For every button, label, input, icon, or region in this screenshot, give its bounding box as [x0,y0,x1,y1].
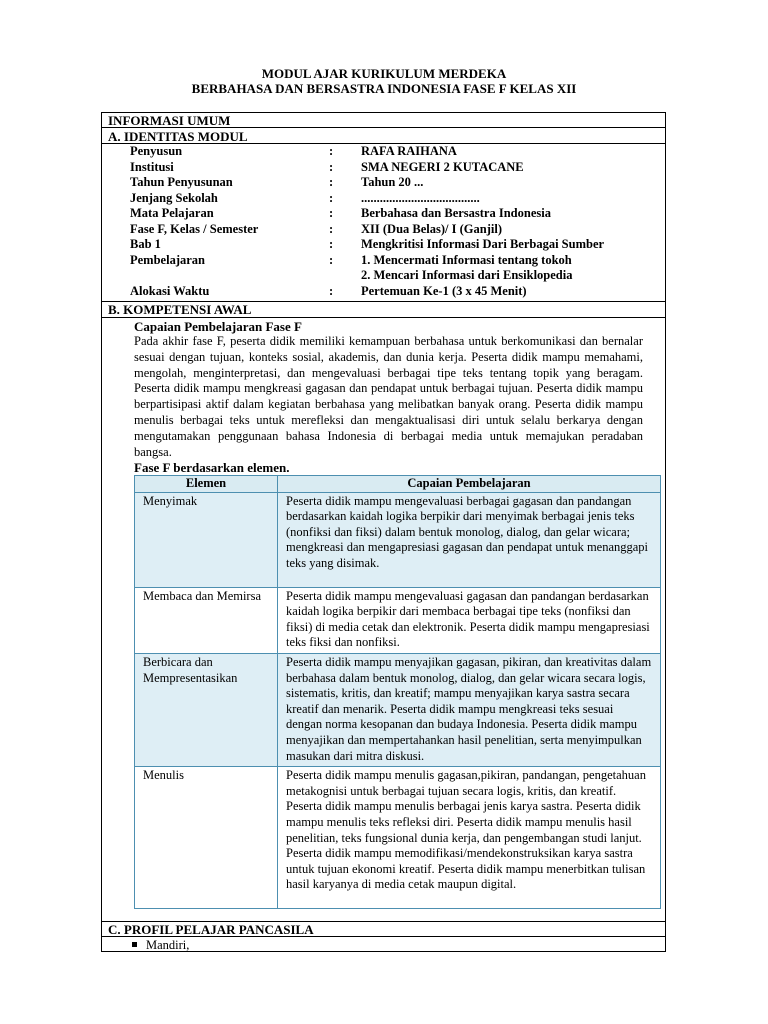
table-row [135,767,661,909]
identitas-label: Alokasi Waktu [130,284,210,298]
section-informasi-umum: INFORMASI UMUM [108,113,231,128]
identitas-value: RAFA RAIHANA [361,144,457,158]
identitas-label: Institusi [130,159,174,174]
identitas-colon: : [329,221,334,236]
identitas-value: 2. Mencari Informasi dari Ensiklopedia [361,268,573,282]
table-row [135,587,661,653]
divider [102,317,665,318]
identitas-row [102,284,665,300]
fase-elemen-heading: Fase F berdasarkan elemen. [134,460,290,475]
table-header-row [135,476,661,493]
identitas-row [102,253,665,269]
document-title-line2: BERBAHASA DAN BERSASTRA INDONESIA FASE F KELAS XII [191,81,577,96]
document-title-line1: MODUL AJAR KURIKULUM MERDEKA [261,66,507,81]
section-profil-pelajar: C. PROFIL PELAJAR PANCASILA [108,922,314,937]
identitas-label: Mata Pelajaran [130,206,214,220]
identitas-value: Berbahasa dan Bersastra Indonesia [361,206,551,220]
section-identitas-modul: A. IDENTITAS MODUL [108,129,248,144]
section-kompetensi-awal: B. KOMPETENSI AWAL [108,302,252,317]
identitas-value: 1. Mencermati Informasi tentang tokoh [361,252,572,267]
identitas-value: Mengkritisi Informasi Dari Berbagai Sumber [361,237,605,251]
capaian-paragraph: Pada akhir fase F, peserta didik memiliki kemampuan berbahasa untuk berkomunikasi dan bernalar sesuai dengan tujuan, konteks sosial, akademis, dan dunia kerja. Peserta didik mampu memahami, mengolah, menginterpretasi, dan mengevaluasi berbagai tipe teks tentang topik yang beragam. Peserta didik mampu mengkreasi gagasan dan pendapat untuk berbagai tujuan. Peserta didik mampu berpartisipasi aktif dalam kegiatan berbahasa yang melibatkan banyak orang. Peserta didik mampu menulis berbagai teks untuk merefleksi dan mengaktualisasi diri untuk selalu berkarya dengan mengutamakan penggunaan bahasa Indonesia di berbagai media untuk memajukan peradaban bangsa. [134,334,643,459]
identitas-label: Jenjang Sekolah [130,190,218,205]
identitas-colon: : [329,237,334,251]
identitas-colon: : [329,175,334,189]
identitas-row [102,175,665,191]
elemen-cell: Membaca dan Memirsa [135,587,278,653]
identitas-value: ...................................... [361,190,480,205]
identitas-row [102,191,665,207]
identitas-row [102,237,665,253]
identitas-value: Tahun 20 ... [361,175,424,189]
identitas-value: Pertemuan Ke-1 (3 x 45 Menit) [361,284,527,298]
list-item [132,938,189,953]
profil-item: Mandiri, [146,938,190,952]
table-row [135,653,661,766]
identitas-label: Bab 1 [130,237,161,251]
identitas-label: Pembelajaran [130,252,205,267]
identitas-colon: : [329,190,334,205]
identitas-value: XII (Dua Belas)/ I (Ganjil) [361,221,502,236]
elemen-cell: Berbicara dan Mempresentasikan [135,653,278,766]
capaian-cell: Peserta didik mampu mengevaluasi berbagai gagasan dan pandangan berdasarkan kaidah logika berpikir dari menyimak berbagai jenis teks (nonfiksi dan fiksi) dalam bentuk monolog, dialog, dan gelar wicara; mengkreasi dan mengapresiasi gagasan dan pendapat untuk menanggapi teks yang disimak. [278,492,661,587]
identitas-row [102,144,665,160]
identitas-colon: : [329,284,334,298]
identitas-label: Penyusun [130,144,183,158]
capaian-cell: Peserta didik mampu menyajikan gagasan, pikiran, dan kreativitas dalam berbahasa dalam bentuk monolog, dialog, dan gelar wicara secara logis, sistematis, kritis, dan kreatif; mampu menyajikan karya sastra secara kreatif dan menarik. Peserta didik mampu mengkreasi teks sesuai dengan norma kesopanan dan budaya Indonesia. Peserta didik mampu menyajikan dan mempertahankan hasil penelitian, serta menyimpulkan masukan dari mitra diskusi. [278,653,661,766]
elemen-cell: Menyimak [135,492,278,587]
identitas-row [102,160,665,176]
identitas-row [102,222,665,238]
identitas-colon: : [329,252,334,267]
bullet-icon [132,942,137,947]
identitas-value: SMA NEGERI 2 KUTACANE [361,159,524,174]
elemen-cell: Menulis [135,767,278,909]
column-header-capaian: Capaian Pembelajaran [278,476,661,493]
identitas-label: Fase F, Kelas / Semester [130,221,259,236]
identitas-row [102,206,665,222]
elemen-table [134,475,661,909]
identitas-colon: : [329,206,334,220]
capaian-title: Capaian Pembelajaran Fase F [134,319,302,334]
table-row [135,492,661,587]
capaian-cell: Peserta didik mampu mengevaluasi gagasan dan pandangan berdasarkan kaidah logika berpikir dari membaca berbagai tipe teks (nonfiksi dan fiksi) di media cetak dan elektronik. Peserta didik mampu mengapresiasi teks fiksi dan nonfiksi. [278,587,661,653]
identitas-row [102,268,665,284]
identitas-colon: : [329,144,334,158]
capaian-cell: Peserta didik mampu menulis gagasan,pikiran, pandangan, pengetahuan metakognisi untuk berbagai tujuan secara logis, kritis, dan kreatif. Peserta didik mampu menulis berbagai jenis karya sastra. Peserta didik mampu menulis teks refleksi diri. Peserta didik mampu menulis hasil penelitian, teks fungsional dunia kerja, dan pengembangan studi lanjut. Peserta didik mampu memodifikasi/mendekonstruksikan karya sastra untuk tujuan ekonomi kreatif. Peserta didik mampu menerbitkan tulisan hasil karyanya di media cetak maupun digital. [278,767,661,909]
module-table [101,112,666,952]
column-header-elemen: Elemen [135,476,278,493]
identitas-label: Tahun Penyusunan [130,175,233,189]
identitas-colon: : [329,159,334,174]
